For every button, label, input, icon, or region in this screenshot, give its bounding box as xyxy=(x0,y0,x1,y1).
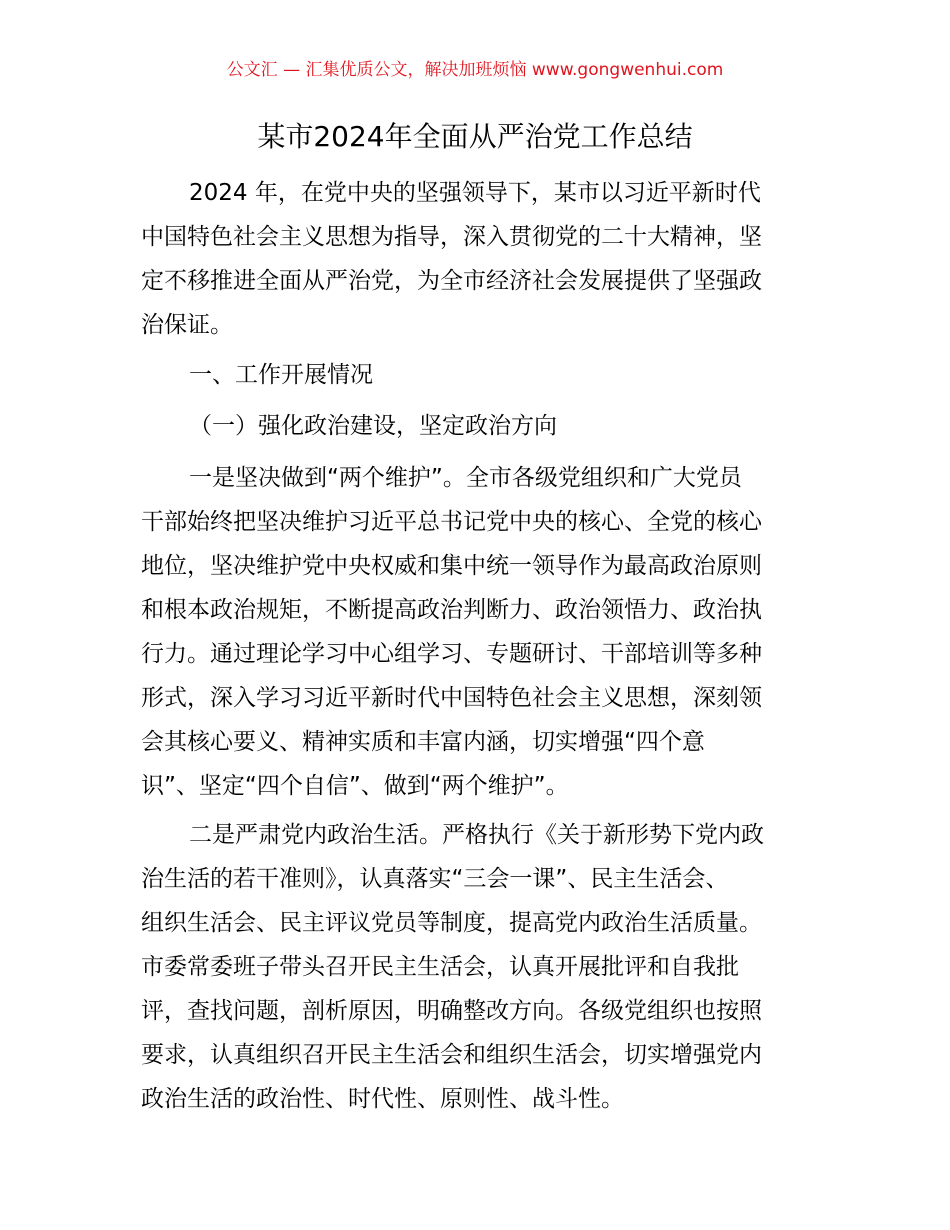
intro-paragraph xyxy=(141,171,813,347)
intro-line: 定不移推进全面从严治党，为全市经济社会发展提供了坚强政 xyxy=(141,268,762,294)
document-title: 某市2024年全面从严治党工作总结 xyxy=(257,120,693,153)
paragraph-line: 要求，认真组织召开民主生活会和组织生活会，切实增强党内 xyxy=(141,1042,762,1068)
header-banner[interactable]: 公文汇 — 汇集优质公文，解决加班烦恼 www.gongwenhui.com xyxy=(226,60,724,80)
paragraph-line: 识”、坚定“四个自信”、做到“两个维护”。 xyxy=(141,773,569,799)
paragraph-line: 评，查找问题，剖析原因，明确整改方向。各级党组织也按照 xyxy=(141,998,762,1024)
paragraph-line: 二是严肃党内政治生活。严格执行《关于新形势下党内政 xyxy=(189,822,764,848)
paragraph-line: 干部始终把坚决维护习近平总书记党中央的核心、全党的核心 xyxy=(141,509,762,535)
paragraph-line: 行力。通过理论学习中心组学习、专题研讨、干部培训等多种 xyxy=(141,641,762,667)
paragraph-line: 一是坚决做到“两个维护”。全市各级党组织和广大党员 xyxy=(189,465,742,491)
intro-line: 治保证。 xyxy=(141,312,233,338)
paragraph-two xyxy=(141,813,813,1121)
intro-line: 中国特色社会主义思想为指导，深入贯彻党的二十大精神，坚 xyxy=(141,224,762,250)
paragraph-line: 会其核心要义、精神实质和丰富内涵，切实增强“四个意 xyxy=(141,729,705,755)
paragraph-line: 治生活的若干准则》，认真落实“三会一课”、民主生活会、 xyxy=(141,866,729,892)
paragraph-line: 和根本政治规矩，不断提高政治判断力、政治领悟力、政治执 xyxy=(141,597,762,623)
intro-line: 2024 年，在党中央的坚强领导下，某市以习近平新时代 xyxy=(189,180,761,206)
paragraph-line: 地位，坚决维护党中央权威和集中统一领导作为最高政治原则 xyxy=(141,553,762,579)
paragraph-line: 市委常委班子带头召开民主生活会，认真开展批评和自我批 xyxy=(141,954,739,980)
paragraph-line: 形式，深入学习习近平新时代中国特色社会主义思想，深刻领 xyxy=(141,685,762,711)
section-heading: 一、工作开展情况 xyxy=(189,362,373,388)
paragraph-line: 组织生活会、民主评议党员等制度，提高党内政治生活质量。 xyxy=(141,910,762,936)
subsection-heading: （一）强化政治建设，坚定政治方向 xyxy=(189,413,557,439)
paragraph-line: 政治生活的政治性、时代性、原则性、战斗性。 xyxy=(141,1086,624,1112)
paragraph-one xyxy=(141,456,813,808)
